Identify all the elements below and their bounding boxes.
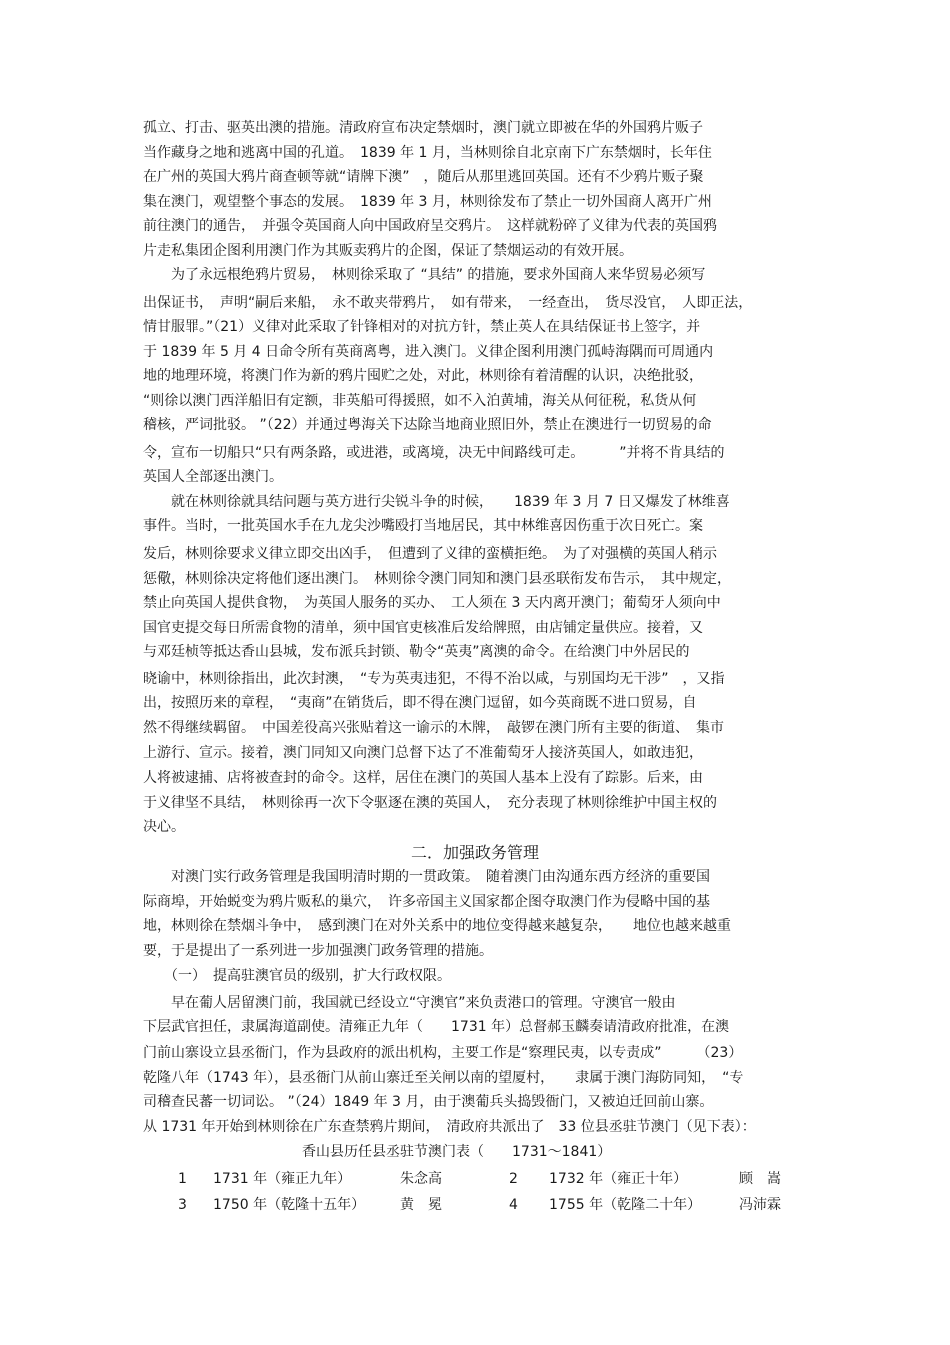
paragraph-line: 决心。 bbox=[143, 819, 185, 835]
table-cell-year: 1755 年（乾隆二十年） bbox=[549, 1197, 702, 1213]
paragraph-line: 情甘服罪。”（21）义律对此采取了针锋相对的对抗方针，禁止英人在具结保证书上签字，并 bbox=[143, 319, 701, 335]
table-cell-number: 3 bbox=[178, 1197, 187, 1213]
section-heading: 二．加强政务管理 bbox=[410, 843, 539, 862]
paragraph-line: 国官吏提交每日所需食物的清单，须中国官吏核准后发给牌照，由店铺定量供应。接着，又 bbox=[143, 620, 703, 636]
paragraph-line: 发后，林则徐要求义律立即交出凶手， 但遭到了义律的蛮横拒绝。 为了对强横的英国人稍示 bbox=[143, 546, 717, 562]
paragraph-line: 英国人全部逐出澳门。 bbox=[143, 469, 283, 485]
paragraph-line: 下层武官担任，隶属海道副使。清雍正九年（ 1731 年）总督郝玉麟奏请清政府批准，在澳 bbox=[143, 1019, 730, 1035]
paragraph-line: 在广州的英国大鸦片商查顿等就“请牌下澳” ，随后从那里逃回英国。还有不少鸦片贩子聚 bbox=[143, 169, 704, 185]
paragraph-line: 早在葡人居留澳门前，我国就已经设立“守澳官”来负责港口的管理。守澳官一般由 bbox=[143, 995, 676, 1011]
paragraph-line: 然不得继续羁留。 中国差役高兴张贴着这一谕示的木牌， 敲锣在澳门所有主要的街道、 集市 bbox=[143, 720, 724, 736]
paragraph-line: 禁止向英国人提供食物， 为英国人服务的买办、 工人须在 3 天内离开澳门；葡萄牙人须向中 bbox=[143, 595, 721, 611]
paragraph-line: 事件。当时，一批英国水手在九龙尖沙嘴殴打当地居民，其中林维喜因伤重于次日死亡。案 bbox=[143, 518, 703, 534]
paragraph-line: 令，宣布一切船只“只有两条路，或进港，或离境，决无中间路线可走。 ”并将不肯具结的 bbox=[143, 445, 725, 461]
table-title-text: 香山县历任县丞驻节澳门表（ 1731～1841） bbox=[302, 1144, 612, 1160]
table-cell-name: 冯沛霖 bbox=[739, 1197, 781, 1213]
paragraph-line: 当作藏身之地和逃离中国的孔道。 1839 年 1 月，当林则徐自北京南下广东禁烟时，长年住 bbox=[143, 145, 712, 161]
table-cell-year: 1731 年（雍正九年） bbox=[213, 1171, 352, 1187]
paragraph-line: 于 1839 年 5 月 4 日命令所有英商离粤，进入澳门。义律企图利用澳门孤峙海隅而可周通内 bbox=[143, 344, 714, 360]
paragraph-line: “则徐以澳门西洋船旧有定额，非英船可得援照，如不入泊黄埔，海关从何征税，私货从何 bbox=[143, 393, 697, 409]
paragraph-line: 门前山寨设立县丞衙门，作为县政府的派出机构，主要工作是“察理民夷，以专责成” （23） bbox=[143, 1045, 743, 1061]
paragraph-line: 要，于是提出了一系列进一步加强澳门政务管理的措施。 bbox=[143, 943, 493, 959]
subsection-heading: （一） 提高驻澳官员的级别，扩大行政权限。 bbox=[143, 968, 451, 984]
paragraph-line: 晓谕中，林则徐指出，此次封澳， “专为英夷违犯，不得不治以咸，与别国均无干涉” ，又指 bbox=[143, 671, 725, 687]
paragraph-line: 从 1731 年开始到林则徐在广东查禁鸦片期间， 清政府共派出了 33 位县丞驻节澳门（见下表）： bbox=[143, 1119, 756, 1135]
paragraph-line: 际商埠，开始蜕变为鸦片贩私的巢穴， 许多帝国主义国家都企图夺取澳门作为侵略中国的基 bbox=[143, 894, 710, 910]
table-cell-name: 黄 冕 bbox=[400, 1197, 442, 1213]
paragraph-line: 就在林则徐就具结问题与英方进行尖锐斗争的时候， 1839 年 3 月 7 日又爆发了林维喜 bbox=[143, 494, 730, 510]
table-cell-name: 朱念高 bbox=[400, 1171, 442, 1187]
table-cell-number: 2 bbox=[509, 1171, 518, 1187]
paragraph-line: 惩儆，林则徐决定将他们逐出澳门。 林则徐令澳门同知和澳门县丞联衔发布告示， 其中规定， bbox=[143, 571, 731, 587]
paragraph-line: 片走私集团企图利用澳门作为其贩卖鸦片的企图，保证了禁烟运动的有效开展。 bbox=[143, 243, 633, 259]
paragraph-line: 对澳门实行政务管理是我国明清时期的一贯政策。 随着澳门由沟通东西方经济的重要国 bbox=[143, 869, 710, 885]
paragraph-line: 集在澳门，观望整个事态的发展。 1839 年 3 月，林则徐发布了禁止一切外国商人离开广州 bbox=[143, 194, 712, 210]
table-cell-number: 4 bbox=[509, 1197, 518, 1213]
table-cell-name: 顾 嵩 bbox=[739, 1171, 781, 1187]
paragraph-line: 乾隆八年（1743 年），县丞衙门从前山寨迁至关闸以南的望厦村， 隶属于澳门海防同知， “专 bbox=[143, 1070, 744, 1086]
paragraph-line: 地的地理环境，将澳门作为新的鸦片囤贮之处，对此，林则徐有着清醒的认识，决绝批驳， bbox=[143, 368, 703, 384]
paragraph-line: 为了永远根绝鸦片贸易， 林则徐采取了 “具结” 的措施，要求外国商人来华贸易必须写 bbox=[143, 267, 706, 283]
paragraph-line: 与邓廷桢等抵达香山县城，发布派兵封锁、勒令“英夷”离澳的命令。在给澳门中外居民的 bbox=[143, 644, 690, 660]
paragraph-line: 于义律坚不具结， 林则徐再一次下令驱逐在澳的英国人， 充分表现了林则徐维护中国主权的 bbox=[143, 795, 717, 811]
paragraph-line: 人将被逮捕、店将被查封的命令。这样，居住在澳门的英国人基本上没有了踪影。后来，由 bbox=[143, 770, 703, 786]
paragraph-line: 出保证书， 声明“嗣后来船， 永不敢夹带鸦片， 如有带来， 一经查出， 货尽没官， 人即正法， bbox=[143, 295, 753, 311]
paragraph-line: 稽核，严词批驳。 ”（22）并通过粤海关下达除当地商业照旧外，禁止在澳进行一切贸易的命 bbox=[143, 417, 712, 433]
paragraph-line: 出，按照历来的章程， “夷商”在销货后，即不得在澳门逗留，如今英商既不进口贸易，自 bbox=[143, 695, 697, 711]
paragraph-line: 孤立、打击、驱英出澳的措施。清政府宣布决定禁烟时，澳门就立即被在华的外国鸦片贩子 bbox=[143, 120, 703, 136]
paragraph-line: 司稽查民蕃一切词讼。 ”（24）1849 年 3 月，由于澳葡兵头捣毁衙门，又被迫迁回前山寨。 bbox=[143, 1094, 714, 1110]
table-cell-year: 1732 年（雍正十年） bbox=[549, 1171, 688, 1187]
table-cell-number: 1 bbox=[178, 1171, 187, 1187]
paragraph-line: 地，林则徐在禁烟斗争中， 感到澳门在对外关系中的地位变得越来越复杂， 地位也越来越重 bbox=[143, 918, 731, 934]
paragraph-line: 前往澳门的通告， 并强令英国商人向中国政府呈交鸦片。 这样就粉碎了义律为代表的英国鸦 bbox=[143, 218, 717, 234]
paragraph-line: 上游行、宣示。接着，澳门同知又向澳门总督下达了不准葡萄牙人接济英国人，如敢违犯， bbox=[143, 745, 703, 761]
table-cell-year: 1750 年（乾隆十五年） bbox=[213, 1197, 366, 1213]
